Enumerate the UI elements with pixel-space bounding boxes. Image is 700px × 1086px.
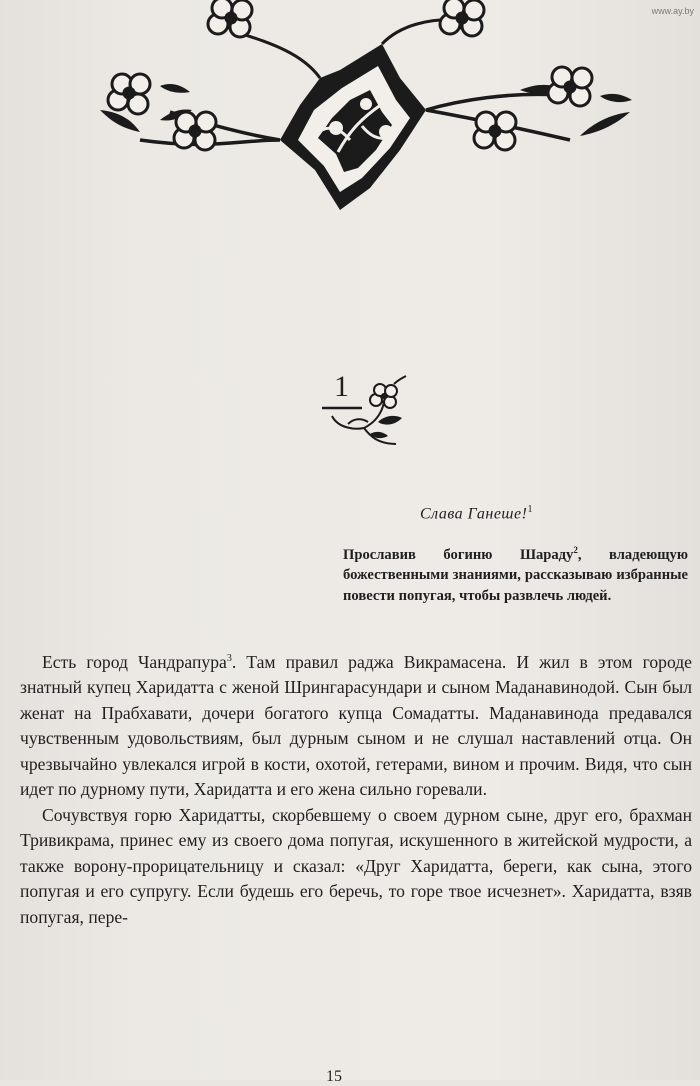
- flower-icon: [208, 0, 252, 37]
- flower-icon: [440, 0, 484, 36]
- chapter-flower-icon: [318, 372, 418, 452]
- footnote-ref: 3: [226, 653, 232, 664]
- epigraph: Прославив богиню Шараду$^2$, владеющую божественными знаниями, рассказываю избранные повести попугая, чтобы развлечь людей.: [343, 545, 688, 604]
- flower-icon: [474, 112, 516, 150]
- floral-ornament-headpiece: [100, 0, 640, 220]
- chapter-number: 1: [334, 370, 349, 403]
- flower-icon: [548, 67, 592, 106]
- page-number: 15: [326, 1068, 342, 1085]
- epigraph-title: Слава Ганеше!$^1$: [420, 504, 533, 523]
- paragraph: Сочувствуя горю Харидатты, скорбевшему о своем дурном сыне, друг его, брахман Тривикрама, принес ему из своего дома попугая, искушенного в житейской мудрости, а также ворону-прорицательницу и сказал: «Друг Харидатта, береги, как сына, этого попугая и его супругу. Если будешь его беречь, то горе твое исчезнет». Харидатта, взяв попугая, пере-: [20, 804, 692, 927]
- footnote-ref: 1: [527, 504, 533, 515]
- diamond-medallion-icon: [280, 44, 426, 210]
- flower-icon: [174, 112, 216, 150]
- watermark: www.ay.by: [651, 6, 694, 16]
- body-text: [20, 646, 692, 930]
- flower-icon: [108, 74, 150, 114]
- footnote-ref: 2: [573, 545, 578, 555]
- paragraph: Есть город Чандрапура$^3$. Там правил раджа Викрамасена. И жил в этом городе знатный купец Харидатта с женой Шрингарасундари и сыном Маданавинодой. Сын был женат на Прабхавати, дочери богатого купца Сомадатты. Маданавинода предавался чувственным удовольствиям, был дурным сыном и не слушал наставлений отца. Он чрезвычайно увлекался игрой в кости, охотой, гетерами, вином и прочим. Видя, что сын идет по дурному пути, Харидатта и его жена сильно горевали.: [20, 651, 692, 800]
